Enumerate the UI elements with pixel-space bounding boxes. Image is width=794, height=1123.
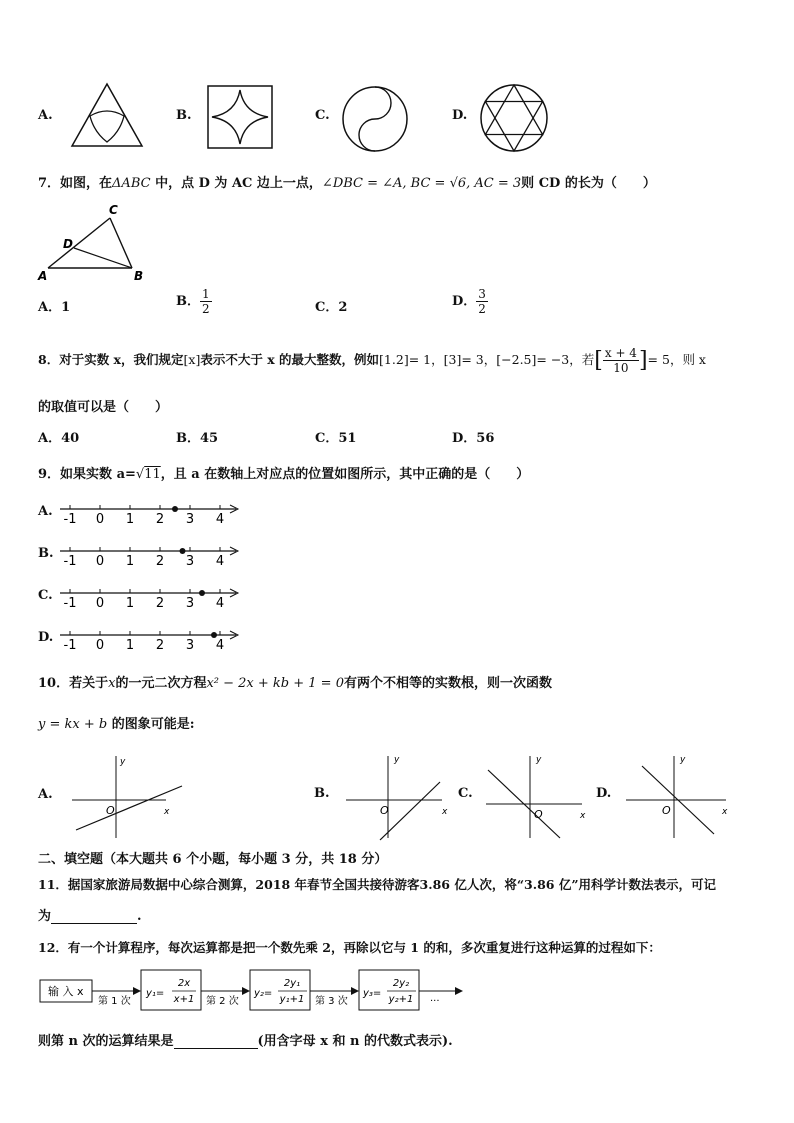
q9-number-line — [58, 584, 242, 610]
q10-origin-label: O — [106, 804, 115, 817]
q10-option-label: C. — [458, 786, 473, 801]
q9-tick-label: -1 — [63, 638, 77, 652]
q8-option-c: C．51 — [315, 431, 357, 446]
q8-stem-line2: 的取值可以是（ ） — [38, 400, 169, 415]
q7-label-c: C — [109, 203, 118, 217]
q7-option-d: D． $\frac{3}{2}$ — [452, 287, 486, 316]
q7-stem: 7．如图，在ΔABC 中，点 D 为 AC 边上一点，∠DBC = ∠A, BC = √6, AC = 3则 CD 的长为（ ） — [38, 176, 656, 191]
q9-tick-label: 3 — [185, 554, 195, 568]
q9-option-label: A. — [38, 504, 53, 519]
q9-tick-label: 1 — [125, 596, 135, 610]
q10-origin-label: O — [380, 804, 389, 817]
q6-figure-a-triangle — [70, 82, 144, 148]
q9-tick-label: 0 — [95, 512, 105, 526]
q12-box1-den: x+1 — [173, 994, 195, 1005]
q7-option-c: C．2 — [315, 300, 348, 315]
q10-y-label: y — [120, 757, 126, 767]
q9-tick-label: 0 — [95, 638, 105, 652]
q9-tick-label: 2 — [155, 638, 165, 652]
q12-box2-den: y₁+1 — [279, 994, 305, 1005]
q12-step-1: 第 1 次 — [98, 996, 131, 1007]
q12-stem: 12．有一个计算程序，每次运算都是把一个数先乘 2，再除以它与 1 的和，多次重复进行这种运算的过程如下： — [38, 940, 661, 955]
q9-option-label: C. — [38, 588, 53, 603]
q9-point-a — [199, 590, 205, 596]
q7-label-a: A — [38, 269, 48, 283]
q12-ellipsis: ··· — [430, 996, 440, 1007]
q9-tick-label: 1 — [125, 554, 135, 568]
q7-option-a: A．1 — [38, 300, 71, 315]
q7-option-b: B． $\frac{1}{2}$ — [176, 287, 210, 316]
q9-tick-label: 0 — [95, 596, 105, 610]
q9-tick-label: 3 — [185, 512, 195, 526]
q10-option-label: D. — [596, 786, 612, 801]
q7-label-d: D — [63, 237, 73, 251]
q12-box3-lhs: y₃= — [363, 988, 382, 999]
q9-tick-label: -1 — [63, 554, 77, 568]
q10-stem-line2: y = kx + b 的图象可能是: — [38, 717, 195, 732]
q9-tick-label: 3 — [185, 638, 195, 652]
q12-box1-lhs: y₁= — [146, 988, 165, 999]
q7-triangle-figure — [36, 202, 156, 286]
q12-box2-num: 2y₁ — [283, 978, 301, 989]
q10-x-label: x — [722, 807, 728, 817]
q12-box3-num: 2y₂ — [392, 978, 410, 989]
q10-graph — [66, 752, 184, 844]
q10-graph — [622, 752, 740, 844]
q10-origin-label: O — [534, 808, 543, 821]
q10-function-line — [380, 782, 440, 840]
q10-option-label: A. — [38, 787, 53, 802]
q9-tick-label: -1 — [63, 596, 77, 610]
q6-option-a-label: A. — [38, 108, 53, 123]
q9-point-a — [211, 632, 217, 638]
q10-y-label: y — [394, 755, 400, 765]
q10-stem: 10．若关于x的一元二次方程x² − 2x + kb + 1 = 0有两个不相等的实数根，则一次函数 — [38, 676, 552, 691]
q6-figure-d-star-of-david — [478, 82, 550, 154]
q10-graph — [482, 752, 600, 844]
q7-label-b: B — [134, 269, 144, 283]
q9-point-a — [172, 506, 178, 512]
q12-flowchart — [38, 966, 468, 1018]
q8-stem: 8．对于实数 x，我们规定[x]表示不大于 x 的最大整数，例如[1.2]= 1，[3]= 3，[−2.5]= −3，若[ $\frac{x + 4}{10}$ ]= 5，则 x — [38, 346, 706, 375]
q9-number-line — [58, 626, 242, 652]
q9-number-line — [58, 542, 242, 568]
q9-option-label: D. — [38, 630, 54, 645]
q9-tick-label: -1 — [63, 512, 77, 526]
q12-box3-den: y₂+1 — [388, 994, 414, 1005]
q9-tick-label: 0 — [95, 554, 105, 568]
q10-x-label: x — [164, 807, 170, 817]
q12-answer-line: 则第 n 次的运算结果是 (用含字母 x 和 n 的代数式表示). — [38, 1034, 453, 1049]
q9-tick-label: 4 — [215, 554, 225, 568]
q11-stem: 11．据国家旅游局数据中心综合测算，2018 年春节全国共接待游客3.86 亿人次，将“3.86 亿”用科学计数法表示，可记 — [38, 877, 717, 892]
q8-option-d: D．56 — [452, 431, 495, 446]
q10-option-label: B. — [314, 786, 330, 801]
q9-tick-label: 4 — [215, 638, 225, 652]
q6-option-b-label: B. — [176, 108, 192, 123]
q8-option-b: B．45 — [176, 431, 219, 446]
q10-y-label: y — [680, 755, 686, 765]
q11-answer-line: 为 . — [38, 909, 142, 924]
q12-box2-lhs: y₂= — [254, 988, 273, 999]
q10-graph — [342, 752, 460, 844]
q11-answer-blank[interactable] — [51, 908, 137, 924]
q12-step-3: 第 3 次 — [315, 996, 348, 1007]
q9-tick-label: 2 — [155, 554, 165, 568]
q9-tick-label: 4 — [215, 512, 225, 526]
q9-tick-label: 1 — [125, 638, 135, 652]
q12-answer-blank[interactable] — [174, 1033, 258, 1049]
q9-tick-label: 1 — [125, 512, 135, 526]
q10-origin-label: O — [662, 804, 671, 817]
q12-box1-num: 2x — [177, 978, 191, 989]
q6-option-c-label: C. — [315, 108, 330, 123]
q6-figure-b-square-star — [206, 84, 274, 150]
q12-input-box: 输 入 x — [48, 985, 84, 998]
q10-x-label: x — [442, 807, 448, 817]
q6-option-d-label: D. — [452, 108, 468, 123]
q9-tick-label: 2 — [155, 512, 165, 526]
q9-point-a — [180, 548, 186, 554]
q10-y-label: y — [536, 755, 542, 765]
section2-heading: 二、填空题（本大题共 6 个小题，每小题 3 分，共 18 分） — [38, 852, 388, 867]
q9-option-label: B. — [38, 546, 54, 561]
q9-number-line — [58, 500, 242, 526]
q9-tick-label: 4 — [215, 596, 225, 610]
q10-x-label: x — [580, 811, 586, 821]
q12-step-2: 第 2 次 — [206, 996, 239, 1007]
q9-stem: 9．如果实数 a=√11，且 a 在数轴上对应点的位置如图所示，其中正确的是（ ） — [38, 467, 530, 482]
q8-option-a: A．40 — [38, 431, 80, 446]
q9-tick-label: 2 — [155, 596, 165, 610]
q6-figure-c-yin-yang — [340, 84, 410, 154]
q9-tick-label: 3 — [185, 596, 195, 610]
